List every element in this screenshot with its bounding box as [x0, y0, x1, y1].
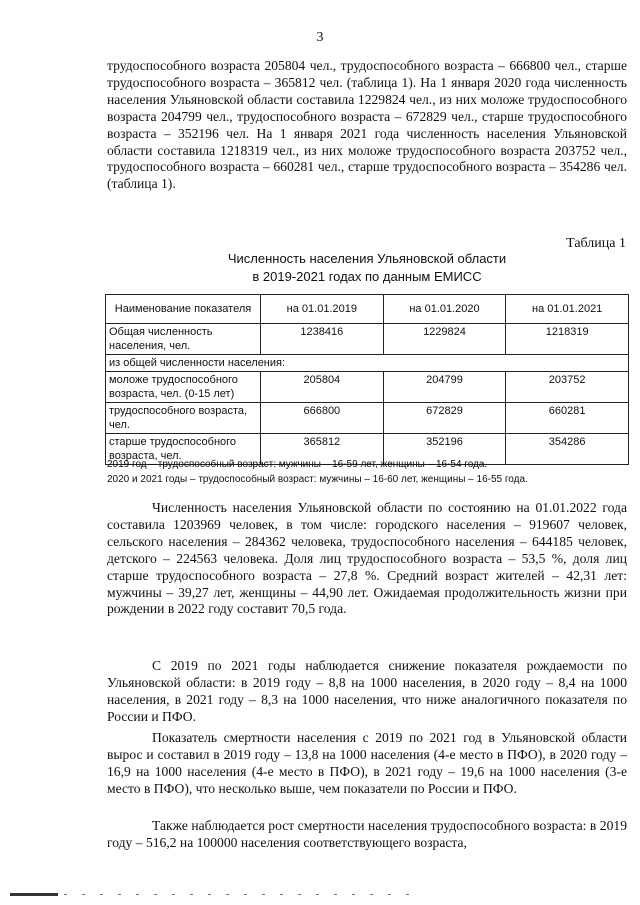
- table-subheader: из общей численности населения:: [106, 355, 629, 372]
- paragraph-population-2022: Численность населения Ульяновской области по состоянию на 01.01.2022 года составила 1203969 человек, в том числе: городского населения – 919607 человек, сельского населения – 284362 человека, трудоспособного населения – 644185 человек, детского – 224563 человека. Доля лиц трудоспособного возраста – 53,5 %, доля лиц старше трудоспособного возраста – 27,8 %. Средний возраст жителей – 42,31 лет: мужчины – 39,27 лет, женщины – 44,90 лет. Ожидаемая продолжительность жизни при рождении в 2022 году составит 70,5 года.: [107, 500, 627, 617]
- paragraph-mortality: Показатель смертности населения с 2019 по 2021 год в Ульяновской области вырос и составил в 2019 году – 13,8 на 1000 населения (4-е место в ПФО), в 2020 году – 16,9 на 1000 населения (4-е место в ПФО), в 2021 году – 19,6 на 1000 населения (3-е место в ПФО), что несколько выше, чем показатели по России и ПФО.: [107, 730, 627, 796]
- table-subheader-row: [106, 355, 629, 372]
- row-label: трудоспособного возраста, чел.: [106, 403, 261, 434]
- cell-value: 352196: [383, 434, 506, 465]
- row-label: моложе трудоспособного возраста, чел. (0-15 лет): [106, 372, 261, 403]
- table-header-row: [106, 295, 629, 324]
- paragraph-working-age-mortality: Также наблюдается рост смертности населения трудоспособного возраста: в 2019 году – 516,2 на 100000 населения соответствующего возраста,: [107, 818, 627, 850]
- table-notes: [107, 457, 627, 487]
- cell-value: 660281: [506, 403, 629, 434]
- cell-value: 666800: [261, 403, 384, 434]
- paragraph-birth-rate: С 2019 по 2021 годы наблюдается снижение показателя рождаемости по Ульяновской области: в 2019 году – 8,8 на 1000 населения, в 2020 году – 8,4 на 1000 населения, в 2021 году – 8,3 на 1000 населения, что ниже аналогичного показателя по России и ПФО.: [107, 658, 627, 724]
- table-row: [106, 324, 629, 355]
- cell-value: 204799: [383, 372, 506, 403]
- table-title: [107, 250, 627, 286]
- table-row: [106, 372, 629, 403]
- row-label: старше трудоспособного возраста, чел.: [106, 434, 261, 465]
- table-label: Таблица 1: [566, 236, 626, 251]
- scan-artifact-dots: [64, 894, 414, 895]
- table-title-line2: в 2019-2021 годах по данным ЕМИСС: [252, 269, 482, 284]
- table-note: 2019 год – трудоспособный возраст: мужчины – 16-59 лет, женщины – 16-54 года.: [107, 459, 488, 470]
- cell-value: 672829: [383, 403, 506, 434]
- header-2020: на 01.01.2020: [383, 295, 506, 324]
- cell-value: 1218319: [506, 324, 629, 355]
- cell-value: 365812: [261, 434, 384, 465]
- cell-value: 1238416: [261, 324, 384, 355]
- cell-value: 354286: [506, 434, 629, 465]
- page-number: 3: [316, 30, 324, 45]
- cell-value: 203752: [506, 372, 629, 403]
- scan-artifact: [10, 893, 58, 896]
- table-row: [106, 403, 629, 434]
- paragraph-population-2019-2021: трудоспособного возраста 205804 чел., трудоспособного возраста – 666800 чел., старше трудоспособного возраста – 365812 чел. (таблица 1). На 1 января 2020 года численность населения Ульяновской области составила 1229824 чел., из них моложе трудоспособного возраста 204799 чел., трудоспособного возраста – 672829 чел., старше трудоспособного возраста – 352196 чел. На 1 января 2021 года численность населения Ульяновской области составила 1218319 чел., из них моложе трудоспособного возраста 203752 чел., трудоспособного возраста – 660281 чел., старше трудоспособного возраста – 354286 чел. (таблица 1).: [107, 58, 627, 192]
- table-title-line1: Численность населения Ульяновской области: [227, 251, 507, 266]
- header-2019: на 01.01.2019: [261, 295, 384, 324]
- header-2021: на 01.01.2021: [506, 295, 629, 324]
- cell-value: 1229824: [383, 324, 506, 355]
- row-label: Общая численность населения, чел.: [106, 324, 261, 355]
- cell-value: 205804: [261, 372, 384, 403]
- population-table: [105, 294, 629, 465]
- header-indicator: Наименование показателя: [106, 295, 261, 324]
- table-note: 2020 и 2021 годы – трудоспособный возраст: мужчины – 16-60 лет, женщины – 16-55 года.: [107, 474, 528, 485]
